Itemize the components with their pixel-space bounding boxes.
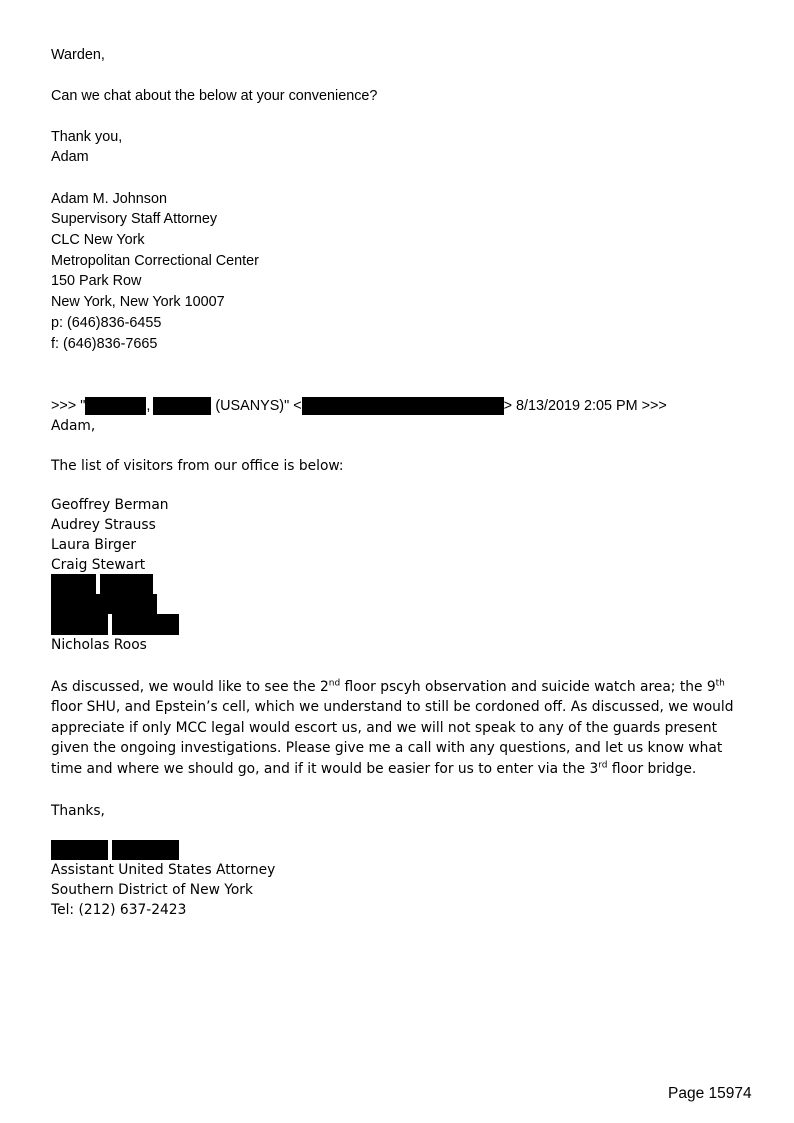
redaction-block <box>302 397 504 415</box>
forward-org: (USANYS)" < <box>211 398 302 414</box>
body-text: floor pscyh observation and suicide watch area; the 9 <box>340 679 716 695</box>
sig-line: Tel: (212) 637-2423 <box>51 902 187 918</box>
sig-line: Southern District of New York <box>51 882 253 898</box>
email-thanks: Thanks, <box>51 803 105 819</box>
sig-line: New York, New York 10007 <box>51 294 225 310</box>
body-text: As discussed, we would like to see the 2 <box>51 679 329 695</box>
sig-line: Adam M. Johnson <box>51 191 167 207</box>
closing: Thank you, <box>51 129 123 145</box>
greeting: Warden, <box>51 47 105 63</box>
visitor-name: Craig Stewart <box>51 557 146 573</box>
page-number: Page 15974 <box>668 1085 752 1102</box>
body-text: floor SHU, and Epstein’s cell, which we understand to still be cordoned off. As discussed, we would appreciate if only MCC legal would escort us, and we will not speak to any of the guards present given the ongoing investigations. Please give me a call with any questions, and let us know what time and where we should go, and if it would be easier for us to enter via the 3 <box>51 699 734 777</box>
sig-line: Metropolitan Correctional Center <box>51 253 259 269</box>
visitor-name: Laura Birger <box>51 537 137 553</box>
ordinal-suffix: rd <box>598 760 608 771</box>
redaction-block <box>98 594 157 614</box>
redaction-block <box>85 397 146 415</box>
redaction-block <box>112 614 179 635</box>
body-text: floor bridge. <box>607 760 697 777</box>
signoff-name: Adam <box>51 149 89 165</box>
email-body-paragraph <box>51 677 751 779</box>
visitor-name: Nicholas Roos <box>51 637 147 653</box>
sig-line: p: (646)836-6455 <box>51 315 162 331</box>
request-line: Can we chat about the below at your convenience? <box>51 88 378 104</box>
ordinal-suffix: nd <box>328 678 341 689</box>
forward-comma: , <box>146 398 151 414</box>
redaction-block <box>51 840 108 860</box>
forward-header <box>51 396 667 416</box>
sig-line: CLC New York <box>51 232 145 248</box>
sig-line: Supervisory Staff Attorney <box>51 211 218 227</box>
sig-line: f: (646)836-7665 <box>51 336 158 352</box>
sig-line: Assistant United States Attorney <box>51 862 276 878</box>
redaction-block <box>51 574 96 594</box>
email-salutation: Adam, <box>51 418 96 434</box>
forward-suffix: > 8/13/2019 2:05 PM >>> <box>503 398 667 414</box>
email-intro: The list of visitors from our office is below: <box>51 458 344 474</box>
visitor-name: Geoffrey Berman <box>51 497 169 513</box>
redaction-block <box>112 840 179 860</box>
redaction-block <box>51 614 108 635</box>
redaction-block <box>100 574 153 594</box>
sig-line: 150 Park Row <box>51 273 142 289</box>
visitor-name: Audrey Strauss <box>51 517 156 533</box>
redaction-block <box>153 397 211 415</box>
ordinal-suffix: th <box>715 678 725 689</box>
forward-prefix: >>> " <box>51 398 86 414</box>
redaction-block <box>51 594 98 614</box>
